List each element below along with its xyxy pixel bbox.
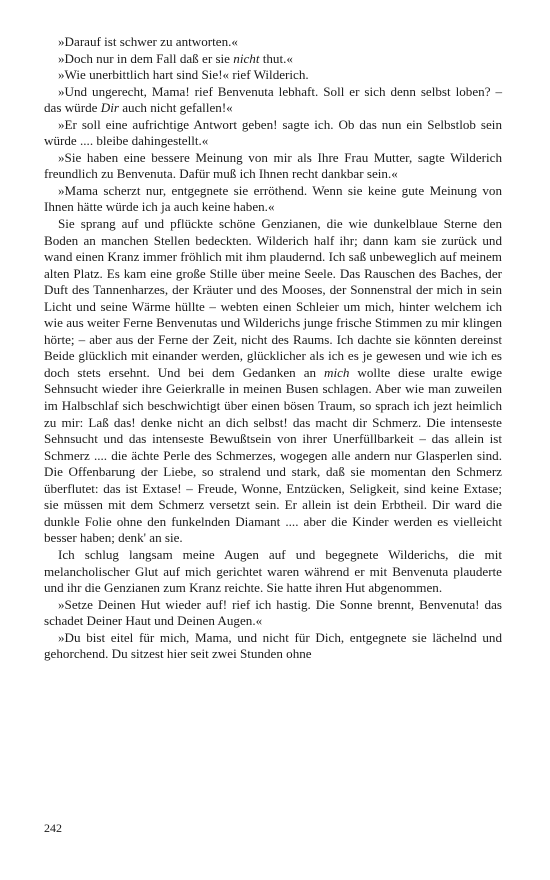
text-run: »Mama scherzt nur, entgegnete sie erröthend. Wenn sie keine gute Meinung von Ihnen hätte würde ich ja auch keine haben.« [44,182,502,215]
paragraph [44,597,502,630]
emphasis-text: nicht [233,50,260,66]
paragraph [44,84,502,117]
text-run: »Setze Deinen Hut wieder auf! rief ich hastig. Die Sonne brennt, Benvenuta! das schadet Deiner Haut und Deinen Augen.« [44,596,502,629]
paragraph [44,630,502,663]
paragraph [44,34,502,51]
text-block [44,34,502,663]
paragraph [44,183,502,216]
paragraph [44,547,502,597]
text-run: »Doch nur in dem Fall daß er sie [58,50,234,66]
text-run: »Und ungerecht, Mama! rief Benvenuta lebhaft. Soll er sich denn selbst loben? – das würde [44,83,502,116]
text-run: auch nicht gefallen!« [118,100,233,116]
text-run: Ich schlug langsam meine Augen auf und begegnete Wilderichs, die mit melancholischer Glut auf mich gerichtet waren während er mit Benvenuta plauderte und ihr die Genzianen zum Kranz reichte. Sie hatte ihren Hut abgenommen. [44,546,502,596]
text-run: thut.« [259,50,293,66]
text-run: Sie sprang auf und pflückte schöne Genzianen, die wie dunkelblaue Sterne den Boden an manchen Stellen bedeckten. Wilderich half ihr; dann kam sie zurück und wand einen Kranz immer fröhlich mit ihm plaudernd. Ich saß unbeweglich auf meinem alten Platz. Es kam eine große Stille über meine Seele. Das Rauschen des Baches, der Duft des Tannenharzes, der Kräuter und des Mooses, der Sonnenstral der mich in sein Licht und seine Wärme hüllte – webten einen Schleier um mich, hinter welchem ich wie aus weiter Ferne Benvenutas und Wilderichs junge frische Stimmen zu mir klingen hörte; – aber aus der Ferne der Zeit, nicht des Raums. Ich dachte sie könnten dereinst Beide glücklich mit einander werden, glücklicher als ich es je gewesen und wie ich es doch stets ersehnt. Und bei dem Gedanken an [44,216,502,380]
paragraph [44,51,502,68]
paragraph [44,67,502,84]
text-run: »Darauf ist schwer zu antworten.« [58,34,238,49]
paragraph [44,216,502,547]
emphasis-text: mich [324,364,350,380]
text-run: wollte diese uralte ewige Sehnsucht wieder ihre Geierkralle in meinen Busen schlagen. Aber wie man zuweilen im Halbschlaf sich beschwichtigt über einen bösen Traum, so sprach ich jezt heimlich zu mir: Laß das! denke nicht an dich selbst! das macht dir Schmerz. Die intenseste Sehnsucht und das intenseste Bewußtsein von ihrer Unerfüllbarkeit – das allein ist Schmerz .... die ächte Perle des Schmerzes, wogegen alle andern nur Glasperlen sind. Die Offenbarung der Liebe, so stralend und stark, daß sie momentan den Schmerz überflutet: das ist Extase! – Freude, Wonne, Entzücken, Seligkeit, sind keine Extase; sie müssen mit dem Schmerz versetzt sein. Er allein ist dein Erbtheil. Dir ward die dunkle Folie ohne den funkelnden Diamant .... aber die Kinder werden es vielleicht besser haben; denk' an sie. [44,364,503,546]
page-number: 242 [44,821,62,835]
paragraph [44,117,502,150]
text-run: »Wie unerbittlich hart sind Sie!« rief Wilderich. [58,67,309,83]
text-run: »Sie haben eine bessere Meinung von mir als Ihre Frau Mutter, sagte Wilderich freundlich zu Benvenuta. Dafür muß ich Ihnen recht dankbar sein.« [44,149,502,182]
text-run: »Du bist eitel für mich, Mama, und nicht für Dich, entgegnete sie lächelnd und gehorchend. Du sitzest hier seit zwei Stunden ohne [44,629,502,662]
emphasis-text: Dir [100,100,119,116]
paragraph [44,150,502,183]
text-run: »Er soll eine aufrichtige Antwort geben! sagte ich. Ob das nun ein Selbstlob sein würde .... bleibe dahingestellt.« [44,116,502,149]
